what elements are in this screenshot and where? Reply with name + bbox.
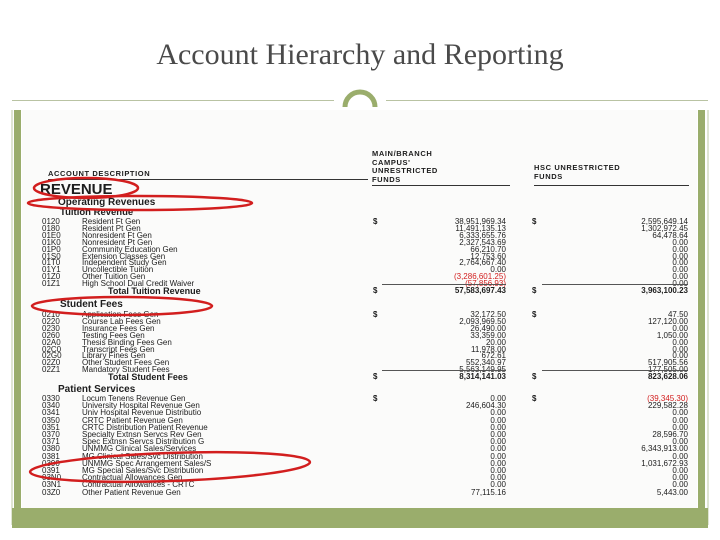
account-code: 01Z0 [42,272,61,282]
hsc-header-line: FUNDS [534,171,563,181]
account-description: Uncollectible Tuition [82,265,154,275]
account-description: Nonresident Pt Gen [82,237,153,247]
dollar-sign: $ [532,394,537,403]
hsc-header-line: HSC UNRESTRICTED [534,163,621,172]
account-code: 01Y1 [42,265,61,275]
account-code: 03Z0 [42,487,61,497]
dollar-sign: $ [532,372,537,381]
total-label: Total Student Fees [108,372,188,382]
hsc-value: 0.00 [672,237,688,247]
account-code: 0180 [42,223,60,233]
operating-revenues-circle [28,196,252,210]
main-campus-value: 672.61 [481,351,506,361]
account-code: 0371 [42,437,60,447]
frame-border-right [707,110,709,525]
main-campus-value: 0.00 [490,265,506,275]
account-description: Nonresident Ft Gen [82,230,152,240]
account-description: Locum Tenens Revenue Gen [82,394,186,403]
hsc-value: 2,595,649.14 [641,217,688,226]
hsc-value: 229,582.28 [647,401,688,411]
account-code: 01S0 [42,251,61,261]
account-description: Resident Pt Gen [82,223,141,233]
main-header-line: UNRESTRICTED [372,166,438,176]
hsc-value: 1,302,972.45 [641,223,688,233]
hsc-value: 0.00 [672,351,688,361]
account-description: Insurance Fees Gen [82,323,155,333]
account-code: 0370 [42,430,60,439]
hsc-value: 28,596.70 [652,430,688,439]
account-code: 0351 [42,422,60,432]
account-code: 0350 [42,415,60,425]
main-campus-value: 0.00 [490,408,506,418]
account-description: MG Special Sales/Svc Distribution [82,466,204,475]
main-total-value: 8,314,141.03 [459,372,506,381]
account-code: 0381 [42,451,60,461]
hsc-value: 6,343,913.00 [641,444,688,454]
account-description: Community Education Gen [82,244,178,254]
hsc-value: 47.50 [667,310,688,319]
account-code: 0330 [42,394,60,403]
account-description: CRTC Patient Revenue Gen [82,415,183,425]
account-description: Thesis Binding Fees Gen [82,337,172,347]
account-code: 0390 [42,458,60,468]
hsc-value: 0.00 [672,466,688,475]
account-description: Specialty Extnsn Servcs Rev Gen [82,430,202,439]
green-bar-bottom [12,508,708,528]
account-code: 0230 [42,323,60,333]
hsc-value: (39,345.30) [647,394,688,403]
hsc-value: 0.00 [672,451,688,461]
account-code: 02G0 [42,351,62,361]
hsc-value: 0.00 [672,272,688,282]
account-description: Course Lab Fees Gen [82,316,161,326]
green-bar-right [698,110,705,508]
tuition-revenue-heading: Tuition Revenue [60,207,134,218]
operating-revenues-heading: Operating Revenues [58,197,156,208]
dollar-sign: $ [373,310,378,319]
hsc-value: 1,050.00 [656,330,688,340]
account-code: 0341 [42,408,60,418]
account-description: Resident Ft Gen [82,217,141,226]
frame-border-left [11,110,13,525]
main-campus-value: 0.00 [490,480,506,490]
account-description: Other Patient Revenue Gen [82,487,181,497]
dollar-sign: $ [532,310,537,319]
main-campus-value: 0.00 [490,444,506,454]
account-code: 0391 [42,466,60,475]
account-code: 0220 [42,316,60,326]
account-code: 02Z1 [42,365,61,375]
account-code: 03N0 [42,473,62,483]
account-description: Contractual Allowances - CRTC [82,480,195,490]
title-divider-right [386,100,708,101]
student-fees-circle [32,297,212,315]
main-campus-value: 246,604.30 [465,401,506,411]
hsc-value: 64,478.64 [652,230,688,240]
main-campus-value: 12,753.60 [470,251,506,261]
account-code: 02Z0 [42,358,61,368]
account-description: Other Student Fees Gen [82,358,170,368]
account-description: UNMMG Clinical Sales/Services [82,444,197,454]
main-campus-value: 38,951,969.34 [454,217,506,226]
hsc-total-value: 823,628.06 [647,372,688,381]
hsc-value: 0.00 [672,244,688,254]
hsc-value: 0.00 [672,473,688,483]
hsc-value: 0.00 [672,258,688,268]
main-campus-value: 2,327,543.69 [459,237,506,247]
dollar-sign: $ [373,286,378,295]
hsc-value: 5,443.00 [656,487,688,497]
account-description: Transcript Fees Gen [82,344,155,354]
patient-services-heading: Patient Services [58,384,136,395]
main-campus-value: 0.00 [490,430,506,439]
main-header-line: MAIN/BRANCH [372,149,433,158]
account-code: 03N1 [42,480,62,490]
hsc-value: 0.00 [672,344,688,354]
main-campus-value: 26,490.00 [470,323,506,333]
account-description: Mandatory Student Fees [82,365,170,375]
account-description: Application Fees Gen [82,310,159,319]
main-campus-value: 77,115.16 [471,487,506,497]
dollar-sign: $ [373,217,378,226]
main-header-line: CAMPUS' [372,157,411,167]
student-fees-heading: Student Fees [60,299,123,310]
account-description: CRTC Distribution Patient Revenue [82,422,208,432]
account-code: 0380 [42,444,60,454]
dollar-sign: $ [373,372,378,381]
hsc-value: 127,120.00 [647,316,688,326]
total-label: Total Tuition Revenue [108,286,201,296]
main-header-line: FUNDS [372,174,401,184]
dollar-sign: $ [532,286,537,295]
account-code: 01K0 [42,237,61,247]
main-campus-value: 33,359.00 [470,330,506,340]
main-campus-value: 6,333,655.76 [459,230,506,240]
main-campus-value: 0.00 [490,394,506,403]
main-campus-value: 32,172.50 [470,310,506,319]
account-description: High School Dual Credit Waiver [82,279,195,289]
report-scan-image [22,110,697,508]
main-campus-value: 66,210.70 [470,244,506,254]
account-description-header: ACCOUNT DESCRIPTION [48,169,151,178]
main-campus-value: 11,491,135.13 [455,223,506,233]
hsc-value: 0.00 [672,422,688,432]
main-campus-value: 11,978.00 [471,344,506,354]
main-campus-value: 2,764,667.40 [459,258,506,268]
account-description: Independent Study Gen [82,258,167,268]
hsc-value: 517,905.56 [647,358,688,368]
account-description: Library Fines Gen [82,351,146,361]
account-code: 01T0 [42,258,61,268]
hsc-value: 0.00 [672,408,688,418]
account-description: Other Tuition Gen [82,272,146,282]
hsc-value: 0.00 [672,480,688,490]
main-campus-value: 2,093,969.50 [459,316,506,326]
account-code: 01Z1 [42,279,61,289]
account-description: Extension Classes Gen [82,251,166,261]
account-description: UNMMG Spec Arrangement Sales/S [82,458,212,468]
account-description: Testing Fees Gen [82,330,145,340]
account-description: Univ Hospital Revenue Distributio [82,408,202,418]
main-campus-value: 552,340.97 [465,358,506,368]
hsc-value: 0.00 [672,251,688,261]
hsc-value: 0.00 [672,337,688,347]
main-campus-value: 0.00 [490,466,506,475]
dollar-sign: $ [532,217,537,226]
hsc-value: 0.00 [672,437,688,447]
main-campus-value: 0.00 [490,422,506,432]
account-code: 0120 [42,217,60,226]
dollar-sign: $ [373,394,378,403]
slide-title: Account Hierarchy and Reporting [156,38,564,71]
hsc-value: 0.00 [672,265,688,275]
distribution-rows-circle [30,448,311,486]
main-campus-value: 0.00 [490,415,506,425]
hsc-value: 0.00 [672,415,688,425]
account-code: 02C0 [42,344,62,354]
main-campus-value: 0.00 [490,458,506,468]
account-code: 0210 [42,310,60,319]
account-code: 0340 [42,401,60,411]
account-code: 01E0 [42,230,61,240]
hsc-total-value: 3,963,100.23 [641,286,688,295]
account-description: MG Clinical Sales/Svc Distribution [82,451,203,461]
main-campus-value: 20.00 [485,337,506,347]
main-campus-value: 0.00 [490,473,506,483]
account-code: 02A0 [42,337,61,347]
account-description: Spec Extnsn Servcs Distribution G [82,437,205,447]
account-description: Contractual Allowances Gen [82,473,183,483]
revenue-heading: REVENUE [40,181,113,198]
account-description: University Hospital Revenue Gen [82,401,200,411]
main-total-value: 57,583,697.43 [454,286,506,295]
account-code: 01P0 [42,244,61,254]
green-bar-left [14,110,21,508]
circle-ornament-icon [340,82,380,108]
main-campus-value: 0.00 [490,437,506,447]
main-campus-value: (3,286,601.25) [453,272,506,282]
hsc-value: 1,031,672.93 [641,458,688,468]
hsc-value: 0.00 [672,323,688,333]
main-campus-value: 0.00 [490,451,506,461]
account-code: 0260 [42,330,60,340]
red-annotation-marks [22,110,697,508]
title-divider-left [12,100,334,101]
